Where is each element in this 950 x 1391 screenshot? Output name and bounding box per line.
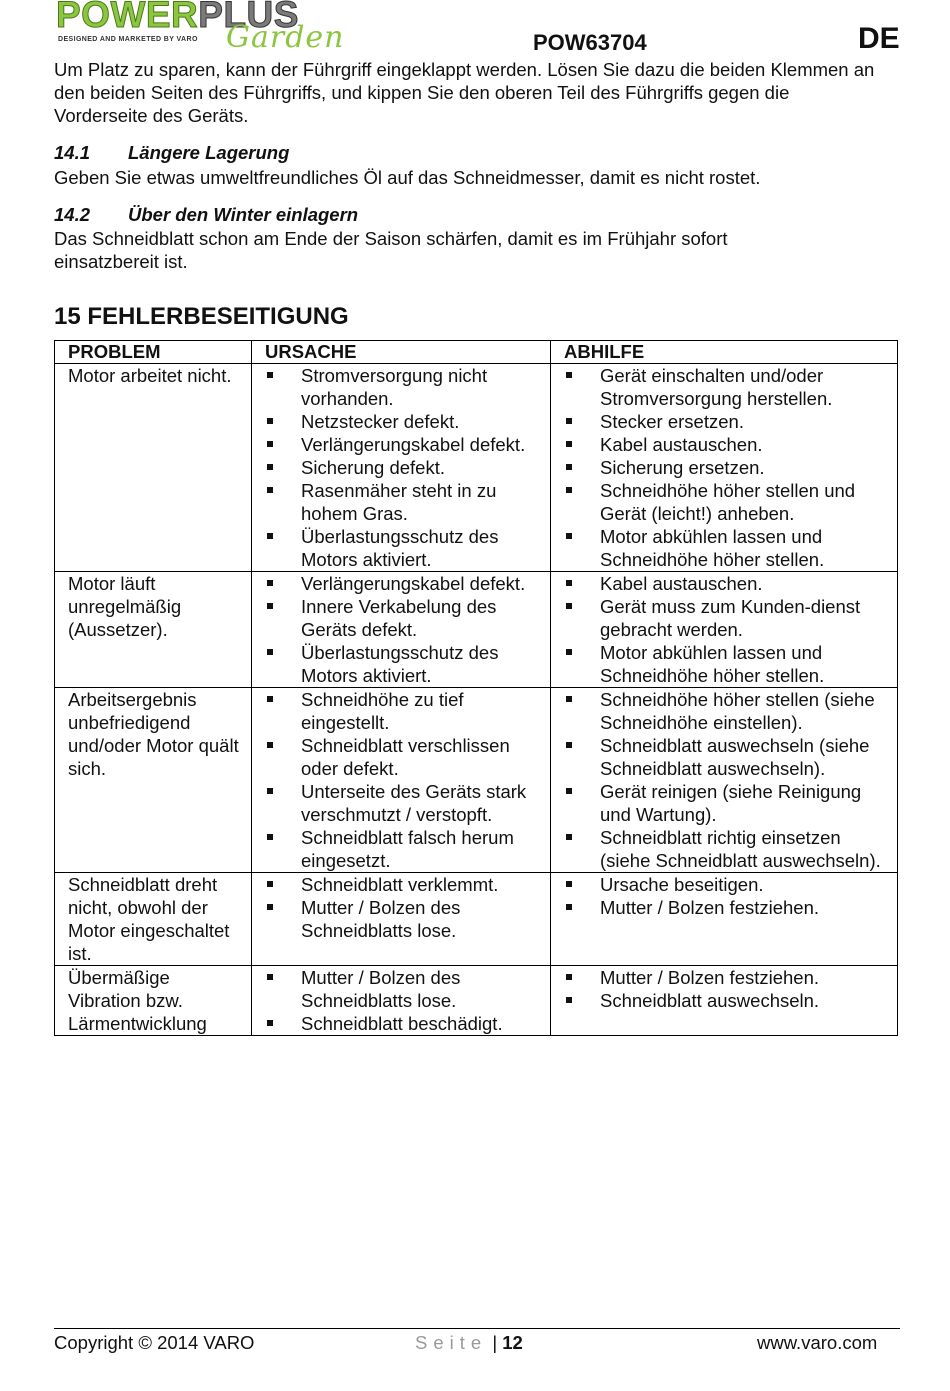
cause-text: Stromversorgung nicht vorhanden. bbox=[301, 365, 488, 409]
bullet-icon bbox=[566, 997, 572, 1003]
bullet-icon bbox=[267, 904, 273, 910]
section-14-1-text: Geben Sie etwas umweltfreundliches Öl auf das Schneidmesser, damit es nicht rostet. bbox=[54, 167, 761, 188]
language-code: DE bbox=[858, 22, 900, 55]
list-item bbox=[301, 896, 544, 942]
cause-text: Schneidblatt falsch herum eingesetzt. bbox=[301, 827, 514, 871]
list-item bbox=[301, 780, 544, 826]
cause-text: Schneidblatt verschlissen oder defekt. bbox=[301, 735, 510, 779]
bullet-icon bbox=[267, 441, 273, 447]
footer-page bbox=[415, 1332, 523, 1354]
bullet-icon bbox=[267, 974, 273, 980]
section-14-2-heading bbox=[54, 204, 358, 226]
cause-text: Mutter / Bolzen des Schneidblatts lose. bbox=[301, 897, 461, 941]
remedy-text: Schneidblatt richtig einsetzen (siehe Schneidblatt auswechseln). bbox=[600, 827, 881, 871]
bullet-icon bbox=[267, 533, 273, 539]
header-remedy: ABHILFE bbox=[551, 341, 898, 364]
bullet-icon bbox=[267, 788, 273, 794]
bullet-icon bbox=[267, 649, 273, 655]
header-problem: PROBLEM bbox=[55, 341, 252, 364]
list-item bbox=[301, 734, 544, 780]
list-item bbox=[301, 572, 544, 595]
list-item bbox=[301, 873, 544, 896]
footer-divider bbox=[54, 1328, 900, 1329]
remedy-text: Sicherung ersetzen. bbox=[600, 457, 765, 478]
remedy-text: Gerät reinigen (siehe Reinigung und Wartung). bbox=[600, 781, 862, 825]
bullet-icon bbox=[267, 372, 273, 378]
remedy-text: Ursache beseitigen. bbox=[600, 874, 764, 895]
remedy-cell bbox=[551, 364, 898, 572]
section-15-title: 15 FEHLERBESEITIGUNG bbox=[54, 303, 349, 330]
list-item bbox=[600, 734, 891, 780]
cause-cell bbox=[252, 966, 551, 1036]
cause-cell bbox=[252, 572, 551, 688]
bullet-icon bbox=[566, 742, 572, 748]
bullet-icon bbox=[566, 441, 572, 447]
list-item bbox=[600, 433, 891, 456]
table-row bbox=[55, 572, 898, 688]
cause-text: Überlastungsschutz des Motors aktiviert. bbox=[301, 642, 499, 686]
list-item bbox=[301, 479, 544, 525]
list-item bbox=[600, 479, 891, 525]
remedy-text: Schneidhöhe höher stellen und Gerät (leicht!) anheben. bbox=[600, 480, 856, 524]
table-row bbox=[55, 966, 898, 1036]
footer-separator: | bbox=[492, 1332, 498, 1353]
list-item bbox=[600, 780, 891, 826]
list-item bbox=[600, 873, 891, 896]
remedy-cell bbox=[551, 966, 898, 1036]
troubleshooting-table bbox=[54, 340, 898, 1036]
list-item bbox=[600, 989, 891, 1012]
cause-text: Überlastungsschutz des Motors aktiviert. bbox=[301, 526, 499, 570]
cause-text: Verlängerungskabel defekt. bbox=[301, 573, 526, 594]
remedy-text: Gerät einschalten und/oder Stromversorgung herstellen. bbox=[600, 365, 833, 409]
list-item bbox=[600, 525, 891, 571]
section-14-2-text: Das Schneidblatt schon am Ende der Saison schärfen, damit es im Frühjahr sofort einsatzbereit ist. bbox=[54, 228, 728, 272]
remedy-text: Schneidblatt auswechseln (siehe Schneidblatt auswechseln). bbox=[600, 735, 870, 779]
bullet-icon bbox=[267, 834, 273, 840]
bullet-icon bbox=[566, 464, 572, 470]
footer-page-word: Seite bbox=[415, 1332, 488, 1353]
list-item bbox=[600, 688, 891, 734]
remedy-cell bbox=[551, 688, 898, 873]
list-item bbox=[301, 525, 544, 571]
bullet-icon bbox=[267, 1020, 273, 1026]
cause-cell bbox=[252, 873, 551, 966]
logo-tagline: DESIGNED AND MARKETED BY VARO bbox=[58, 36, 198, 43]
remedy-cell bbox=[551, 873, 898, 966]
cause-cell bbox=[252, 688, 551, 873]
section-14-1-heading bbox=[54, 142, 289, 164]
cause-text: Innere Verkabelung des Geräts defekt. bbox=[301, 596, 497, 640]
list-item bbox=[301, 641, 544, 687]
bullet-icon bbox=[267, 742, 273, 748]
logo-plus: PLUS bbox=[198, 0, 299, 35]
remedy-text: Mutter / Bolzen festziehen. bbox=[600, 897, 820, 918]
list-item bbox=[301, 826, 544, 872]
cause-text: Schneidblatt beschädigt. bbox=[301, 1013, 503, 1034]
list-item bbox=[301, 364, 544, 410]
model-number: POW63704 bbox=[533, 30, 647, 55]
problem-cell: Arbeitsergebnis unbefriedigend und/oder Motor quält sich. bbox=[55, 688, 252, 873]
cause-text: Unterseite des Geräts stark verschmutzt / verstopft. bbox=[301, 781, 527, 825]
table-row bbox=[55, 873, 898, 966]
list-item bbox=[600, 572, 891, 595]
list-item bbox=[600, 364, 891, 410]
list-item bbox=[301, 688, 544, 734]
remedy-text: Schneidblatt auswechseln. bbox=[600, 990, 820, 1011]
list-item bbox=[301, 966, 544, 1012]
bullet-icon bbox=[566, 533, 572, 539]
remedy-text: Motor abkühlen lassen und Schneidhöhe höher stellen. bbox=[600, 642, 825, 686]
remedy-text: Gerät muss zum Kunden-dienst gebracht werden. bbox=[600, 596, 861, 640]
remedy-text: Kabel austauschen. bbox=[600, 434, 763, 455]
bullet-icon bbox=[267, 603, 273, 609]
logo-power: POWER bbox=[56, 0, 199, 35]
header-cause: URSACHE bbox=[252, 341, 551, 364]
bullet-icon bbox=[566, 904, 572, 910]
bullet-icon bbox=[267, 580, 273, 586]
table-row bbox=[55, 364, 898, 572]
remedy-cell bbox=[551, 572, 898, 688]
table-row bbox=[55, 688, 898, 873]
cause-text: Rasenmäher steht in zu hohem Gras. bbox=[301, 480, 497, 524]
section-14-1-number: 14.1 bbox=[54, 142, 91, 163]
list-item bbox=[600, 826, 891, 872]
bullet-icon bbox=[267, 464, 273, 470]
list-item bbox=[600, 456, 891, 479]
remedy-text: Stecker ersetzen. bbox=[600, 411, 744, 432]
bullet-icon bbox=[566, 649, 572, 655]
list-item bbox=[600, 966, 891, 989]
bullet-icon bbox=[566, 418, 572, 424]
problem-cell: Übermäßige Vibration bzw. Lärmentwicklung bbox=[55, 966, 252, 1036]
bullet-icon bbox=[267, 696, 273, 702]
cause-text: Schneidhöhe zu tief eingestellt. bbox=[301, 689, 464, 733]
cause-text: Schneidblatt verklemmt. bbox=[301, 874, 499, 895]
list-item bbox=[600, 410, 891, 433]
footer-copyright: Copyright © 2014 VARO bbox=[54, 1332, 255, 1353]
remedy-text: Kabel austauschen. bbox=[600, 573, 763, 594]
problem-cell: Motor läuft unregelmäßig (Aussetzer). bbox=[55, 572, 252, 688]
bullet-icon bbox=[566, 603, 572, 609]
bullet-icon bbox=[566, 788, 572, 794]
remedy-text: Mutter / Bolzen festziehen. bbox=[600, 967, 820, 988]
problem-cell: Motor arbeitet nicht. bbox=[55, 364, 252, 572]
footer-page-number: 12 bbox=[502, 1332, 523, 1353]
bullet-icon bbox=[267, 881, 273, 887]
list-item bbox=[600, 896, 891, 919]
bullet-icon bbox=[566, 372, 572, 378]
section-14-2-number: 14.2 bbox=[54, 204, 91, 225]
problem-cell: Schneidblatt dreht nicht, obwohl der Motor eingeschaltet ist. bbox=[55, 873, 252, 966]
bullet-icon bbox=[566, 580, 572, 586]
table-header-row bbox=[55, 341, 898, 364]
list-item bbox=[600, 641, 891, 687]
list-item bbox=[301, 595, 544, 641]
intro-paragraph: Um Platz zu sparen, kann der Führgriff eingeklappt werden. Lösen Sie dazu die beiden Klemmen an den beiden Seiten des Führgriffs, und kippen Sie den oberen Teil des Führgriffs gegen die Vorderseite des Geräts. bbox=[54, 59, 875, 126]
cause-text: Netzstecker defekt. bbox=[301, 411, 460, 432]
list-item bbox=[600, 595, 891, 641]
remedy-text: Motor abkühlen lassen und Schneidhöhe höher stellen. bbox=[600, 526, 825, 570]
bullet-icon bbox=[267, 487, 273, 493]
cause-text: Mutter / Bolzen des Schneidblatts lose. bbox=[301, 967, 461, 1011]
brand-logo bbox=[56, 0, 351, 55]
bullet-icon bbox=[267, 418, 273, 424]
section-14-2-title: Über den Winter einlagern bbox=[128, 204, 359, 225]
list-item bbox=[301, 456, 544, 479]
remedy-text: Schneidhöhe höher stellen (siehe Schneidhöhe einstellen). bbox=[600, 689, 875, 733]
list-item bbox=[301, 433, 544, 456]
footer-website[interactable]: www.varo.com bbox=[757, 1332, 878, 1353]
bullet-icon bbox=[566, 487, 572, 493]
cause-text: Sicherung defekt. bbox=[301, 457, 445, 478]
cause-text: Verlängerungskabel defekt. bbox=[301, 434, 526, 455]
list-item bbox=[301, 410, 544, 433]
cause-cell bbox=[252, 364, 551, 572]
bullet-icon bbox=[566, 974, 572, 980]
section-14-1-title: Längere Lagerung bbox=[128, 142, 290, 163]
bullet-icon bbox=[566, 881, 572, 887]
bullet-icon bbox=[566, 696, 572, 702]
list-item bbox=[301, 1012, 544, 1035]
bullet-icon bbox=[566, 834, 572, 840]
logo-garden: Garden bbox=[226, 20, 345, 55]
